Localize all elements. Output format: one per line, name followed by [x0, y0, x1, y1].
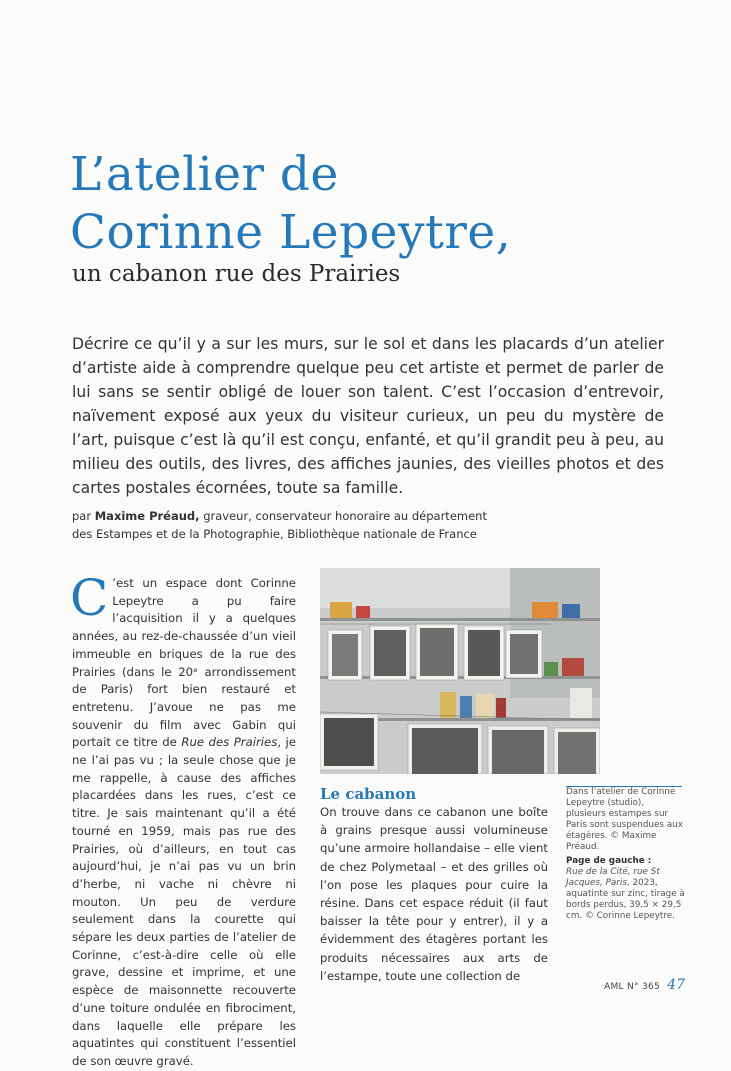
- body-text-part-1: ’est un espace dont Corinne Lepeytre a pu faire l’acquisition il y a quelques années, au rez-de-chaussée d’un vieil immeuble en briques de la rue des Prairies (dans le 20ᵉ arrondissement de Paris) fort bien restauré et entretenu. J’avoue ne pas me souvenir du film avec Gabin qui portait ce titre de: [72, 576, 296, 750]
- left-page-caption-heading: Page de gauche :: [566, 856, 652, 866]
- page-number: 47: [667, 977, 685, 993]
- title-line-1: L’atelier de: [70, 147, 339, 202]
- body-column-left: [70, 569, 296, 1071]
- atelier-photo: [320, 568, 600, 774]
- byline: [72, 507, 672, 543]
- byline-author: Maxime Préaud,: [94, 509, 200, 523]
- page-subtitle: un cabanon rue des Prairies: [72, 261, 401, 287]
- byline-role-2: des Estampes et de la Photographie, Bibliothèque nationale de France: [72, 527, 477, 541]
- page-title: [70, 146, 690, 262]
- title-line-2: Corinne Lepeytre,: [70, 205, 512, 260]
- drop-cap: C: [70, 569, 109, 627]
- page-folio: [604, 974, 694, 993]
- artwork-details: , 2023, aquatinte sur zinc, tirage à bords perdus, 39,5 × 29,5 cm. © Corinne Lepeytre.: [566, 878, 685, 921]
- left-page-caption: [566, 856, 686, 922]
- lead-paragraph: Décrire ce qu’il y a sur les murs, sur le sol et dans les placards d’un atelier d’artiste aide à comprendre quelque peu cet artiste et permet de parler de lui sans se sentir obligé de louer son talent. C’est l’occasion d’entrevoir, naïvement exposé aux yeux du visiteur curieux, un peu du mystère de l’art, puisque c’est là qu’il est conçu, enfanté, et qu’il grandit peu à peu, au milieu des outils, des livres, des affiches jaunies, des vieilles photos et des cartes postales écornées, toute sa famille.: [72, 334, 664, 497]
- byline-role-1: graveur, conservateur honoraire au département: [203, 509, 487, 523]
- photo-caption: Dans l’atelier de Corinne Lepeytre (studio), plusieurs estampes sur Paris sont suspendues aux étagères. © Maxime Préaud.: [566, 787, 683, 852]
- magazine-issue: AML N° 365: [604, 982, 661, 992]
- byline-line-1: [72, 507, 672, 525]
- artwork-title: Rue de la Cité, rue St Jacques, Paris: [566, 867, 660, 888]
- atelier-photo-illustration: [320, 568, 600, 774]
- body-text-part-2: , je ne l’ai pas vu ; la seule chose que je me rappelle, à cause des affiches placardées dans les rues, c’est ce titre. Je sais maintenant qu’il a été tourné en 1959, mais pas rue des Prairies, où d’ailleurs, en tout cas aujourd’hui, je n’ai pas vu un brin d’herbe, ni vache ni chèvre ni mouton. Un peu de verdure seulement dans la courette qui sépare les deux parties de l’atelier de Corinne, c’est-à-dire celle où elle grave, dessine et imprime, et une espèce de maisonnette recouverte d’une toiture ondulée en fibrociment, dans laquelle elle prépare les aquatintes qui constituent l’essentiel de son œuvre gravé.: [72, 735, 296, 1068]
- byline-prefix: par: [72, 509, 92, 523]
- section-heading: Le cabanon: [320, 785, 417, 803]
- body-column-middle: On trouve dans ce cabanon une boîte à grains presque aussi volumineuse qu’une armoire hollandaise – elle vient de chez Polymetaal – et des grilles où l’on pose les plaques pour cuire la résine. Dans cet espace réduit (il faut baisser la tête pour y entrer), il y a évidemment des étagères portant les produits nécessaires aux arts de l’estampe, toute une collection de: [320, 805, 548, 983]
- film-title: Rue des Prairies: [181, 735, 278, 750]
